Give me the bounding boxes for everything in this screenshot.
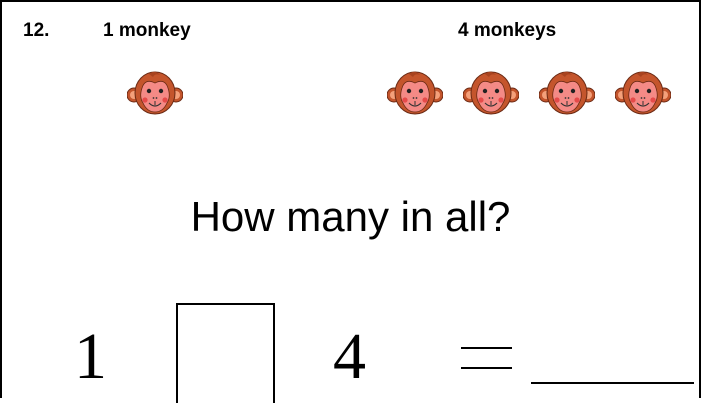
monkey-face-icon — [463, 69, 519, 117]
equation-left-number: 1 — [74, 320, 107, 393]
equation-right-number: 4 — [333, 320, 366, 393]
equals-sign — [461, 347, 512, 369]
monkey-face-icon — [539, 69, 595, 117]
question-prompt: How many in all? — [190, 193, 511, 240]
question-number: 12. — [23, 20, 50, 41]
group-2-label: 4 monkeys — [458, 20, 557, 41]
answer-blank-line[interactable] — [531, 382, 694, 384]
monkey-face-icon — [615, 69, 671, 117]
operator-answer-box[interactable] — [176, 303, 275, 403]
monkey-face-icon — [127, 69, 183, 117]
monkey-face-icon — [387, 69, 443, 117]
group-1-label: 1 monkey — [103, 20, 191, 41]
